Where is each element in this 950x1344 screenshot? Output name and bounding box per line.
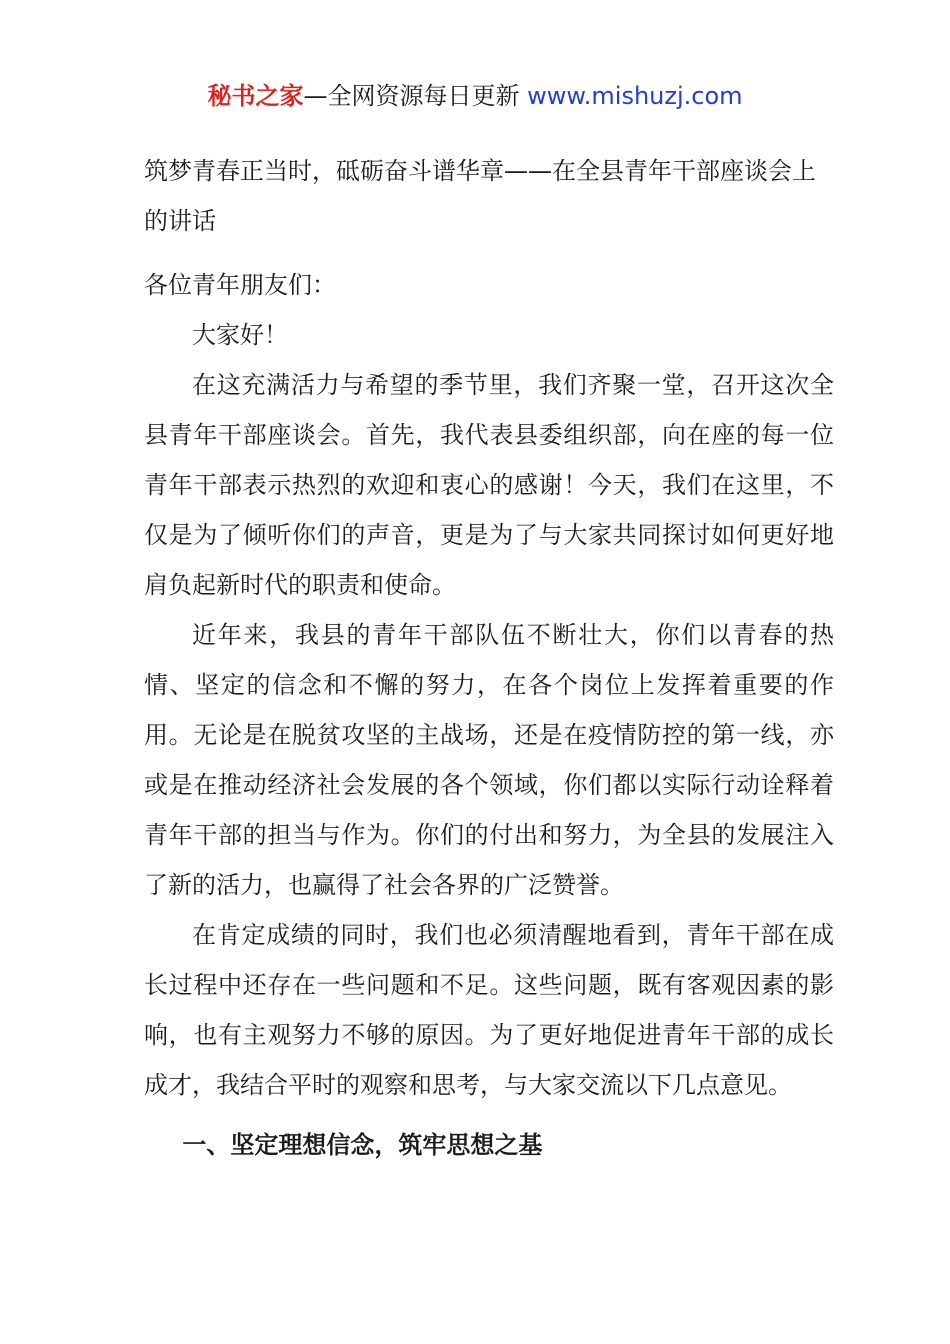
document-body xyxy=(144,146,834,1170)
site-tagline: —全网资源每日更新 xyxy=(303,82,520,110)
salutation: 各位青年朋友们： xyxy=(144,271,336,299)
site-header xyxy=(0,80,950,112)
site-url-link[interactable]: www.mishuzj.com xyxy=(527,82,743,110)
greeting: 大家好！ xyxy=(192,321,288,349)
paragraph-1: 在这充满活力与希望的季节里，我们齐聚一堂，召开这次全县青年干部座谈会。首先，我代表县委组织部，向在座的每一位青年干部表示热烈的欢迎和衷心的感谢！今天，我们在这里，不仅是为了倾听你们的声音，更是为了与大家共同探讨如何更好地肩负起新时代的职责和使命。 xyxy=(144,371,834,599)
section-heading: 一、坚定理想信念，筑牢思想之基 xyxy=(182,1131,543,1159)
paragraph-2: 近年来，我县的青年干部队伍不断壮大，你们以青春的热情、坚定的信念和不懈的努力，在各个岗位上发挥着重要的作用。无论是在脱贫攻坚的主战场，还是在疫情防控的第一线，亦或是在推动经济社会发展的各个领域，你们都以实际行动诠释着青年干部的担当与作为。你们的付出和努力，为全县的发展注入了新的活力，也赢得了社会各界的广泛赞誉。 xyxy=(144,621,834,899)
document-title: 筑梦青春正当时，砥砺奋斗谱华章——在全县青年干部座谈会上的讲话 xyxy=(144,157,816,235)
site-brand: 秘书之家 xyxy=(207,82,304,110)
paragraph-3: 在肯定成绩的同时，我们也必须清醒地看到，青年干部在成长过程中还存在一些问题和不足。这些问题，既有客观因素的影响，也有主观努力不够的原因。为了更好地促进青年干部的成长成才，我结合平时的观察和思考，与大家交流以下几点意见。 xyxy=(144,921,834,1099)
